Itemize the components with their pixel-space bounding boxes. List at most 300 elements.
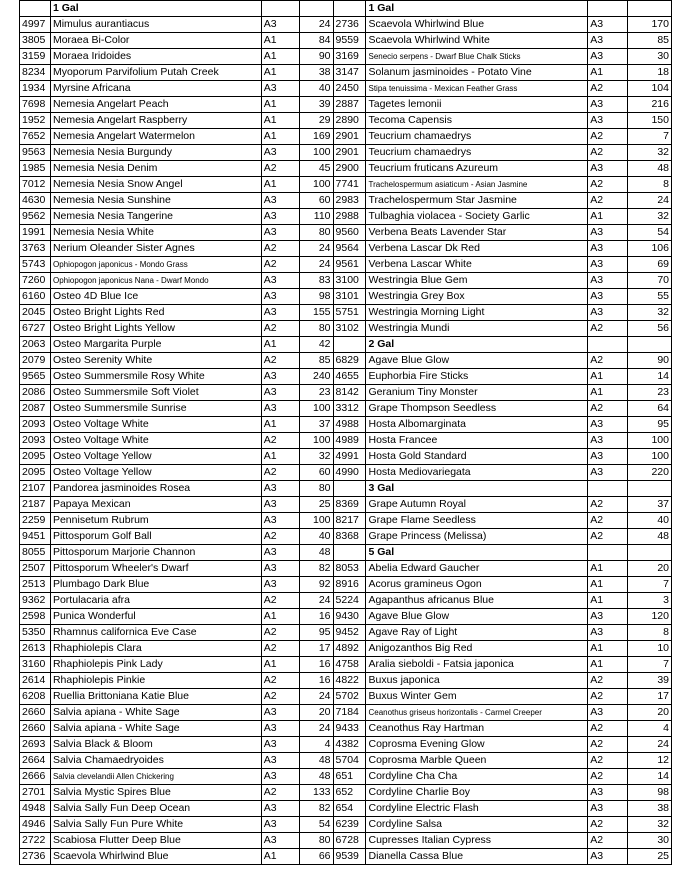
item-quantity: 23 bbox=[299, 385, 333, 401]
item-quantity: 54 bbox=[628, 225, 672, 241]
table-row bbox=[20, 641, 672, 657]
item-quantity: 7 bbox=[628, 129, 672, 145]
item-quantity: 90 bbox=[628, 353, 672, 369]
qty-cell bbox=[299, 1, 333, 17]
item-code: 2107 bbox=[20, 481, 51, 497]
item-quantity: 10 bbox=[628, 641, 672, 657]
item-level: A2 bbox=[261, 465, 299, 481]
item-name: Cupresses Italian Cypress bbox=[366, 833, 588, 849]
item-name: Geranium Tiny Monster bbox=[366, 385, 588, 401]
item-quantity: 55 bbox=[628, 289, 672, 305]
item-level: A2 bbox=[588, 81, 628, 97]
item-level: A1 bbox=[588, 385, 628, 401]
item-quantity: 40 bbox=[628, 513, 672, 529]
item-code: 5702 bbox=[333, 689, 366, 705]
item-quantity: 24 bbox=[299, 721, 333, 737]
item-quantity: 155 bbox=[299, 305, 333, 321]
item-level: A3 bbox=[261, 401, 299, 417]
table-row bbox=[20, 177, 672, 193]
item-code: 9559 bbox=[333, 33, 366, 49]
item-quantity: 20 bbox=[628, 705, 672, 721]
item-code: 2187 bbox=[20, 497, 51, 513]
item-level: A2 bbox=[261, 593, 299, 609]
item-quantity: 24 bbox=[628, 737, 672, 753]
item-code: 2887 bbox=[333, 97, 366, 113]
item-level: A2 bbox=[261, 321, 299, 337]
item-quantity: 240 bbox=[299, 369, 333, 385]
item-name: Osteo Voltage Yellow bbox=[50, 449, 261, 465]
item-quantity: 32 bbox=[628, 145, 672, 161]
item-level: A3 bbox=[261, 145, 299, 161]
item-code: 8142 bbox=[333, 385, 366, 401]
item-name: Osteo Voltage Yellow bbox=[50, 465, 261, 481]
item-quantity: 70 bbox=[628, 273, 672, 289]
item-level: A3 bbox=[588, 625, 628, 641]
item-quantity: 80 bbox=[299, 481, 333, 497]
item-level: A3 bbox=[588, 49, 628, 65]
table-row bbox=[20, 433, 672, 449]
item-level: A3 bbox=[261, 753, 299, 769]
item-quantity: 133 bbox=[299, 785, 333, 801]
item-level: A2 bbox=[261, 785, 299, 801]
table-row bbox=[20, 689, 672, 705]
item-name: Ceanothus griseus horizontalis - Carmel Creeper bbox=[366, 705, 588, 721]
item-quantity: 48 bbox=[628, 161, 672, 177]
item-name: Rhamnus californica Eve Case bbox=[50, 625, 261, 641]
item-quantity: 37 bbox=[299, 417, 333, 433]
item-code: 9430 bbox=[333, 609, 366, 625]
item-name: Pandorea jasminoides Rosea bbox=[50, 481, 261, 497]
item-code: 2900 bbox=[333, 161, 366, 177]
item-code: 2450 bbox=[333, 81, 366, 97]
item-code: 2507 bbox=[20, 561, 51, 577]
item-quantity: 100 bbox=[299, 513, 333, 529]
item-code: 7741 bbox=[333, 177, 366, 193]
item-level: A3 bbox=[261, 273, 299, 289]
item-level: A3 bbox=[261, 737, 299, 753]
item-name: Hosta Gold Standard bbox=[366, 449, 588, 465]
item-level: A1 bbox=[588, 209, 628, 225]
item-quantity: 40 bbox=[299, 529, 333, 545]
item-name: Coprosma Evening Glow bbox=[366, 737, 588, 753]
item-level: A2 bbox=[588, 753, 628, 769]
item-quantity: 4 bbox=[299, 737, 333, 753]
table-row bbox=[20, 305, 672, 321]
item-name: Euphorbia Fire Sticks bbox=[366, 369, 588, 385]
item-level: A2 bbox=[261, 257, 299, 273]
table-row bbox=[20, 497, 672, 513]
item-quantity: 29 bbox=[299, 113, 333, 129]
table-row bbox=[20, 353, 672, 369]
item-level: A3 bbox=[588, 257, 628, 273]
item-level: A3 bbox=[261, 225, 299, 241]
item-name: Osteo Bright Lights Red bbox=[50, 305, 261, 321]
item-code: 2722 bbox=[20, 833, 51, 849]
item-level: A1 bbox=[588, 561, 628, 577]
item-quantity: 85 bbox=[628, 33, 672, 49]
item-name: Buxus japonica bbox=[366, 673, 588, 689]
item-level: A3 bbox=[261, 289, 299, 305]
item-level: A1 bbox=[261, 417, 299, 433]
item-name: Cordyline Electric Flash bbox=[366, 801, 588, 817]
item-level: A1 bbox=[588, 657, 628, 673]
item-level: A1 bbox=[588, 577, 628, 593]
item-quantity: 85 bbox=[299, 353, 333, 369]
item-name: Nerium Oleander Sister Agnes bbox=[50, 241, 261, 257]
item-quantity: 38 bbox=[628, 801, 672, 817]
table-row bbox=[20, 721, 672, 737]
item-code: 2079 bbox=[20, 353, 51, 369]
item-code: 8368 bbox=[333, 529, 366, 545]
item-level: A1 bbox=[261, 113, 299, 129]
item-code: 9565 bbox=[20, 369, 51, 385]
table-row bbox=[20, 417, 672, 433]
item-name: Westringia Mundi bbox=[366, 321, 588, 337]
qty-cell bbox=[628, 1, 672, 17]
item-name: Salvia apiana - White Sage bbox=[50, 705, 261, 721]
qty-cell bbox=[628, 545, 672, 561]
item-quantity: 120 bbox=[628, 609, 672, 625]
item-quantity: 24 bbox=[299, 17, 333, 33]
item-level: A3 bbox=[261, 385, 299, 401]
item-name: Osteo Margarita Purple bbox=[50, 337, 261, 353]
item-name: Portulacaria afra bbox=[50, 593, 261, 609]
item-level: A2 bbox=[261, 353, 299, 369]
item-name: Coprosma Marble Queen bbox=[366, 753, 588, 769]
item-code: 7260 bbox=[20, 273, 51, 289]
item-quantity: 12 bbox=[628, 753, 672, 769]
item-level: A2 bbox=[588, 689, 628, 705]
item-level: A3 bbox=[261, 801, 299, 817]
item-level: A3 bbox=[261, 577, 299, 593]
table-row bbox=[20, 593, 672, 609]
item-level: A2 bbox=[261, 673, 299, 689]
section-header: 1 Gal bbox=[50, 1, 261, 17]
item-name: Osteo Summersmile Rosy White bbox=[50, 369, 261, 385]
item-level: A3 bbox=[588, 161, 628, 177]
item-name: Cordyline Salsa bbox=[366, 817, 588, 833]
item-code: 2736 bbox=[20, 849, 51, 865]
table-row bbox=[20, 81, 672, 97]
item-name: Acorus gramineus Ogon bbox=[366, 577, 588, 593]
item-level: A2 bbox=[261, 161, 299, 177]
item-quantity: 95 bbox=[628, 417, 672, 433]
item-name: Mimulus aurantiacus bbox=[50, 17, 261, 33]
qty-cell bbox=[628, 337, 672, 353]
item-name: Ophiopogon japonicus - Mondo Grass bbox=[50, 257, 261, 273]
item-level: A2 bbox=[261, 689, 299, 705]
item-name: Trachelospermum asiaticum - Asian Jasmine bbox=[366, 177, 588, 193]
code-cell bbox=[333, 1, 366, 17]
item-code: 9539 bbox=[333, 849, 366, 865]
item-quantity: 39 bbox=[628, 673, 672, 689]
table-row bbox=[20, 545, 672, 561]
item-name: Rhaphiolepis Pinkie bbox=[50, 673, 261, 689]
item-quantity: 24 bbox=[299, 257, 333, 273]
level-cell bbox=[588, 337, 628, 353]
item-name: Nemesia Angelart Raspberry bbox=[50, 113, 261, 129]
item-code: 8916 bbox=[333, 577, 366, 593]
item-quantity: 14 bbox=[628, 769, 672, 785]
item-name: Hosta Francee bbox=[366, 433, 588, 449]
item-name: Ophiopogon japonicus Nana - Dwarf Mondo bbox=[50, 273, 261, 289]
item-quantity: 24 bbox=[299, 689, 333, 705]
table-row bbox=[20, 289, 672, 305]
item-code: 6727 bbox=[20, 321, 51, 337]
item-quantity: 42 bbox=[299, 337, 333, 353]
table-row bbox=[20, 129, 672, 145]
item-quantity: 48 bbox=[299, 753, 333, 769]
item-level: A2 bbox=[588, 321, 628, 337]
item-quantity: 24 bbox=[299, 241, 333, 257]
item-quantity: 48 bbox=[299, 545, 333, 561]
item-code: 1991 bbox=[20, 225, 51, 241]
item-level: A3 bbox=[261, 17, 299, 33]
item-code: 2093 bbox=[20, 433, 51, 449]
item-name: Buxus Winter Gem bbox=[366, 689, 588, 705]
item-code: 2086 bbox=[20, 385, 51, 401]
table-row bbox=[20, 577, 672, 593]
item-code: 3169 bbox=[333, 49, 366, 65]
table-row bbox=[20, 481, 672, 497]
section-header: 3 Gal bbox=[366, 481, 588, 497]
item-name: Rhaphiolepis Clara bbox=[50, 641, 261, 657]
item-name: Senecio serpens - Dwarf Blue Chalk Sticks bbox=[366, 49, 588, 65]
item-name: Osteo Summersmile Sunrise bbox=[50, 401, 261, 417]
item-quantity: 54 bbox=[299, 817, 333, 833]
item-name: Pittosporum Golf Ball bbox=[50, 529, 261, 545]
item-code: 4991 bbox=[333, 449, 366, 465]
item-level: A3 bbox=[588, 465, 628, 481]
item-level: A3 bbox=[588, 17, 628, 33]
item-level: A3 bbox=[588, 417, 628, 433]
item-quantity: 37 bbox=[628, 497, 672, 513]
item-level: A3 bbox=[588, 113, 628, 129]
item-quantity: 98 bbox=[299, 289, 333, 305]
item-name: Agave Blue Glow bbox=[366, 353, 588, 369]
item-name: Scaevola Whirlwind White bbox=[366, 33, 588, 49]
item-level: A1 bbox=[261, 177, 299, 193]
item-code: 3160 bbox=[20, 657, 51, 673]
item-level: A1 bbox=[588, 641, 628, 657]
item-level: A3 bbox=[261, 513, 299, 529]
item-name: Scaevola Whirlwind Blue bbox=[50, 849, 261, 865]
level-cell bbox=[261, 1, 299, 17]
item-quantity: 48 bbox=[299, 769, 333, 785]
item-level: A1 bbox=[261, 449, 299, 465]
inventory-table bbox=[19, 0, 672, 865]
table-row bbox=[20, 113, 672, 129]
item-name: Moraea Iridoides bbox=[50, 49, 261, 65]
item-code: 3101 bbox=[333, 289, 366, 305]
table-row bbox=[20, 225, 672, 241]
item-quantity: 83 bbox=[299, 273, 333, 289]
item-quantity: 17 bbox=[628, 689, 672, 705]
item-code: 3763 bbox=[20, 241, 51, 257]
item-name: Verbena Beats Lavender Star bbox=[366, 225, 588, 241]
item-name: Osteo Serenity White bbox=[50, 353, 261, 369]
item-code: 8053 bbox=[333, 561, 366, 577]
item-name: Tulbaghia violacea - Society Garlic bbox=[366, 209, 588, 225]
item-code: 4822 bbox=[333, 673, 366, 689]
code-cell bbox=[20, 1, 51, 17]
item-code: 2660 bbox=[20, 705, 51, 721]
item-quantity: 38 bbox=[299, 65, 333, 81]
item-code: 4989 bbox=[333, 433, 366, 449]
qty-cell bbox=[628, 481, 672, 497]
item-name: Punica Wonderful bbox=[50, 609, 261, 625]
table-row bbox=[20, 193, 672, 209]
item-quantity: 95 bbox=[299, 625, 333, 641]
item-quantity: 106 bbox=[628, 241, 672, 257]
item-level: A1 bbox=[261, 65, 299, 81]
item-level: A3 bbox=[588, 225, 628, 241]
item-code: 5224 bbox=[333, 593, 366, 609]
level-cell bbox=[588, 481, 628, 497]
item-code: 2664 bbox=[20, 753, 51, 769]
item-level: A3 bbox=[261, 305, 299, 321]
item-quantity: 17 bbox=[299, 641, 333, 657]
item-quantity: 100 bbox=[299, 433, 333, 449]
item-name: Westringia Grey Box bbox=[366, 289, 588, 305]
item-code: 6829 bbox=[333, 353, 366, 369]
item-name: Ceanothus Ray Hartman bbox=[366, 721, 588, 737]
item-level: A1 bbox=[261, 609, 299, 625]
code-cell bbox=[333, 481, 366, 497]
table-row bbox=[20, 513, 672, 529]
item-level: A3 bbox=[588, 609, 628, 625]
item-level: A2 bbox=[261, 625, 299, 641]
item-code: 2045 bbox=[20, 305, 51, 321]
item-name: Grape Autumn Royal bbox=[366, 497, 588, 513]
item-name: Nemesia Nesia Tangerine bbox=[50, 209, 261, 225]
item-name: Ruellia Brittoniana Katie Blue bbox=[50, 689, 261, 705]
table-row bbox=[20, 449, 672, 465]
item-quantity: 32 bbox=[628, 209, 672, 225]
item-name: Nemesia Nesia Snow Angel bbox=[50, 177, 261, 193]
table-row bbox=[20, 209, 672, 225]
item-quantity: 32 bbox=[628, 817, 672, 833]
item-code: 4997 bbox=[20, 17, 51, 33]
item-code: 6208 bbox=[20, 689, 51, 705]
item-code: 652 bbox=[333, 785, 366, 801]
item-code: 3805 bbox=[20, 33, 51, 49]
item-quantity: 60 bbox=[299, 193, 333, 209]
item-quantity: 82 bbox=[299, 801, 333, 817]
item-name: Grape Princess (Melissa) bbox=[366, 529, 588, 545]
item-level: A3 bbox=[261, 833, 299, 849]
item-code: 5751 bbox=[333, 305, 366, 321]
item-code: 5704 bbox=[333, 753, 366, 769]
item-name: Anigozanthos Big Red bbox=[366, 641, 588, 657]
item-name: Salvia apiana - White Sage bbox=[50, 721, 261, 737]
item-code: 4758 bbox=[333, 657, 366, 673]
item-code: 7698 bbox=[20, 97, 51, 113]
item-code: 6160 bbox=[20, 289, 51, 305]
item-level: A1 bbox=[261, 129, 299, 145]
item-level: A2 bbox=[261, 433, 299, 449]
table-row bbox=[20, 321, 672, 337]
item-code: 4988 bbox=[333, 417, 366, 433]
section-header: 2 Gal bbox=[366, 337, 588, 353]
item-name: Trachelospermum Star Jasmine bbox=[366, 193, 588, 209]
item-level: A1 bbox=[261, 657, 299, 673]
section-header: 5 Gal bbox=[366, 545, 588, 561]
item-level: A2 bbox=[588, 401, 628, 417]
item-quantity: 169 bbox=[299, 129, 333, 145]
item-quantity: 16 bbox=[299, 673, 333, 689]
item-level: A2 bbox=[588, 129, 628, 145]
item-code: 2093 bbox=[20, 417, 51, 433]
item-quantity: 25 bbox=[628, 849, 672, 865]
item-level: A3 bbox=[261, 705, 299, 721]
item-quantity: 60 bbox=[299, 465, 333, 481]
spreadsheet-page bbox=[19, 0, 672, 877]
item-code: 3100 bbox=[333, 273, 366, 289]
item-name: Agave Ray of Light bbox=[366, 625, 588, 641]
item-code: 1985 bbox=[20, 161, 51, 177]
table-row bbox=[20, 145, 672, 161]
item-level: A2 bbox=[588, 529, 628, 545]
item-name: Hosta Albomarginata bbox=[366, 417, 588, 433]
table-row bbox=[20, 561, 672, 577]
item-code: 4630 bbox=[20, 193, 51, 209]
level-cell bbox=[588, 1, 628, 17]
item-level: A3 bbox=[588, 305, 628, 321]
item-code: 2095 bbox=[20, 465, 51, 481]
item-name: Salvia Sally Fun Deep Ocean bbox=[50, 801, 261, 817]
item-code: 9564 bbox=[333, 241, 366, 257]
table-row bbox=[20, 785, 672, 801]
item-quantity: 30 bbox=[628, 49, 672, 65]
item-level: A1 bbox=[261, 337, 299, 353]
item-level: A1 bbox=[588, 65, 628, 81]
level-cell bbox=[588, 545, 628, 561]
item-code: 4990 bbox=[333, 465, 366, 481]
item-quantity: 45 bbox=[299, 161, 333, 177]
item-code: 2598 bbox=[20, 609, 51, 625]
item-code: 2901 bbox=[333, 145, 366, 161]
item-level: A3 bbox=[588, 241, 628, 257]
item-code: 2095 bbox=[20, 449, 51, 465]
item-name: Scabiosa Flutter Deep Blue bbox=[50, 833, 261, 849]
item-code: 2259 bbox=[20, 513, 51, 529]
item-name: Scaevola Whirlwind Blue bbox=[366, 17, 588, 33]
item-code: 2701 bbox=[20, 785, 51, 801]
item-level: A1 bbox=[261, 97, 299, 113]
item-name: Dianella Cassa Blue bbox=[366, 849, 588, 865]
item-level: A2 bbox=[588, 737, 628, 753]
item-level: A3 bbox=[588, 289, 628, 305]
table-row bbox=[20, 737, 672, 753]
item-code: 9433 bbox=[333, 721, 366, 737]
item-name: Solanum jasminoides - Potato Vine bbox=[366, 65, 588, 81]
item-name: Nemesia Nesia Denim bbox=[50, 161, 261, 177]
item-quantity: 84 bbox=[299, 33, 333, 49]
item-code: 8055 bbox=[20, 545, 51, 561]
item-code: 3102 bbox=[333, 321, 366, 337]
item-quantity: 18 bbox=[628, 65, 672, 81]
table-row bbox=[20, 817, 672, 833]
table-row bbox=[20, 705, 672, 721]
table-row bbox=[20, 833, 672, 849]
table-row bbox=[20, 529, 672, 545]
item-code: 9362 bbox=[20, 593, 51, 609]
item-name: Osteo Voltage White bbox=[50, 433, 261, 449]
item-quantity: 56 bbox=[628, 321, 672, 337]
item-name: Moraea Bi-Color bbox=[50, 33, 261, 49]
item-level: A3 bbox=[588, 433, 628, 449]
